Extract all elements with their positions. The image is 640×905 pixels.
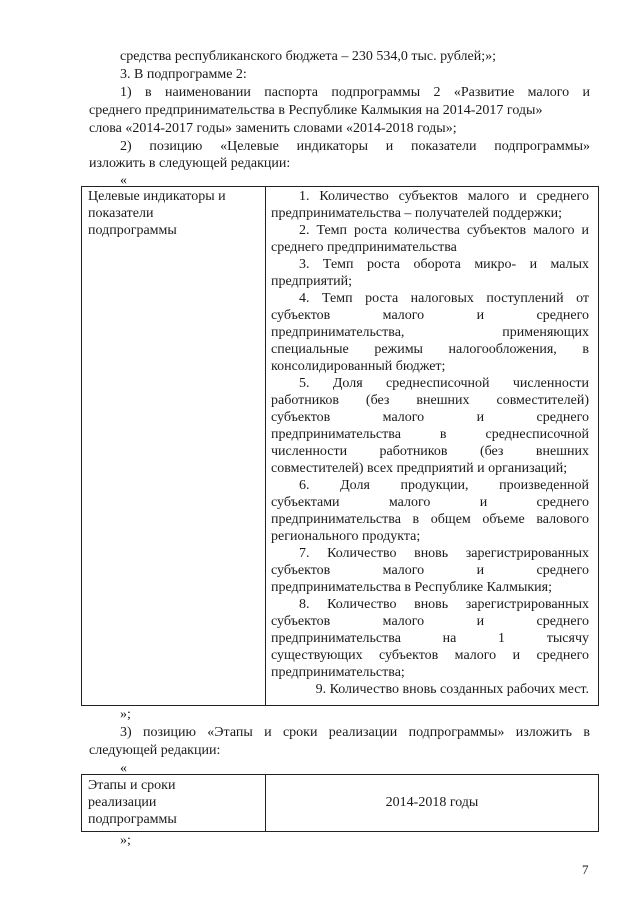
indicators-table <box>81 186 599 706</box>
indicator-line: предприятий; <box>271 274 353 289</box>
paragraph-item1-line2: среднего предпринимательства в Республике Калмыкия на 2014-2017 годы» <box>89 103 543 118</box>
indicator-line: существующих субъектов малого и среднего <box>271 648 589 663</box>
open-quote-2: « <box>120 761 127 776</box>
indicator-line: 9. Количество вновь созданных рабочих мест. <box>315 682 589 697</box>
indicator-line: 5. Доля среднесписочной численности <box>299 376 589 391</box>
indicator-line: регионального продукта; <box>271 529 421 544</box>
indicator-line: субъектов малого и среднего <box>271 563 589 578</box>
paragraph-item3-line2: следующей редакции: <box>89 743 221 758</box>
paragraph-item3-line1: 3) позицию «Этапы и сроки реализации подпрограммы» изложить в <box>120 725 590 740</box>
paragraph-item2-line1: 2) позицию «Целевые индикаторы и показатели подпрограммы» <box>120 139 590 154</box>
paragraph-item1-line1: 1) в наименовании паспорта подпрограммы 2 «Развитие малого и <box>120 85 590 100</box>
indicator-line: субъектами малого и среднего <box>271 495 589 510</box>
open-quote-1: « <box>120 173 127 188</box>
label-line: показатели <box>88 206 154 221</box>
indicator-line: предпринимательства в среднесписочной <box>271 427 589 442</box>
indicator-line: 2. Темп роста количества субъектов малого и <box>299 223 589 238</box>
close-quote-1: »; <box>120 707 131 722</box>
indicators-value-cell <box>271 188 589 698</box>
page-number: 7 <box>582 862 589 877</box>
indicator-line: 4. Темп роста налоговых поступлений от <box>299 291 589 306</box>
indicator-line: 3. Темп роста оборота микро- и малых <box>299 257 589 272</box>
indicator-line: предпринимательства в Республике Калмыкия; <box>271 580 552 595</box>
indicator-item <box>271 256 589 290</box>
label-line: подпрограммы <box>88 223 177 238</box>
indicator-line: специальные режимы налогообложения, в <box>271 342 589 357</box>
label-line: подпрограммы <box>88 812 177 827</box>
indicator-line: численности работников (без внешних <box>271 444 589 459</box>
label-line: Целевые индикаторы и <box>88 189 226 204</box>
paragraph-item2-line2: изложить в следующей редакции: <box>89 156 291 171</box>
indicator-line: субъектов малого и среднего <box>271 410 589 425</box>
indicator-line: консолидированный бюджет; <box>271 359 446 374</box>
indicator-line: субъектов малого и среднего <box>271 614 589 629</box>
indicator-line: 8. Количество вновь зарегистрированных <box>299 597 589 612</box>
indicator-line: предпринимательства, применяющих <box>271 325 589 340</box>
indicator-item <box>271 596 589 681</box>
indicator-item <box>271 477 589 545</box>
indicator-line: предпринимательства; <box>271 665 405 680</box>
paragraph-subprogram-heading: 3. В подпрограмме 2: <box>120 67 247 82</box>
indicator-item <box>271 681 589 698</box>
indicator-line: предпринимательства на 1 тысячу <box>271 631 589 646</box>
indicator-item <box>271 188 589 222</box>
indicator-line: 6. Доля продукции, произведенной <box>299 478 589 493</box>
indicator-item <box>271 290 589 375</box>
indicator-line: субъектов малого и среднего <box>271 308 589 323</box>
close-quote-2: »; <box>120 833 131 848</box>
indicator-line: предпринимательства в общем объеме валового <box>271 512 589 527</box>
indicator-item <box>271 222 589 256</box>
indicator-item <box>271 375 589 477</box>
indicator-line: 7. Количество вновь зарегистрированных <box>299 546 589 561</box>
stages-label-cell <box>88 777 260 828</box>
label-line: реализации <box>88 795 157 810</box>
stages-value: 2014-2018 годы <box>385 795 479 810</box>
label-line: Этапы и сроки <box>88 778 176 793</box>
paragraph-budget-line: средства республиканского бюджета – 230 534,0 тыс. рублей;»; <box>120 49 496 64</box>
indicator-item <box>271 545 589 596</box>
paragraph-item1-line3: слова «2014-2017 годы» заменить словами «2014-2018 годы»; <box>89 121 457 136</box>
table-divider <box>265 187 266 705</box>
indicator-line: работников (без внешних совместителей) <box>271 393 589 408</box>
stages-table <box>81 774 599 832</box>
indicator-line: среднего предпринимательства <box>271 240 457 255</box>
indicators-label-cell <box>88 188 260 239</box>
indicator-line: 1. Количество субъектов малого и среднего <box>299 189 589 204</box>
indicator-line: предпринимательства – получателей поддержки; <box>271 206 563 221</box>
indicator-line: совместителей) всех предприятий и организаций; <box>271 461 568 476</box>
